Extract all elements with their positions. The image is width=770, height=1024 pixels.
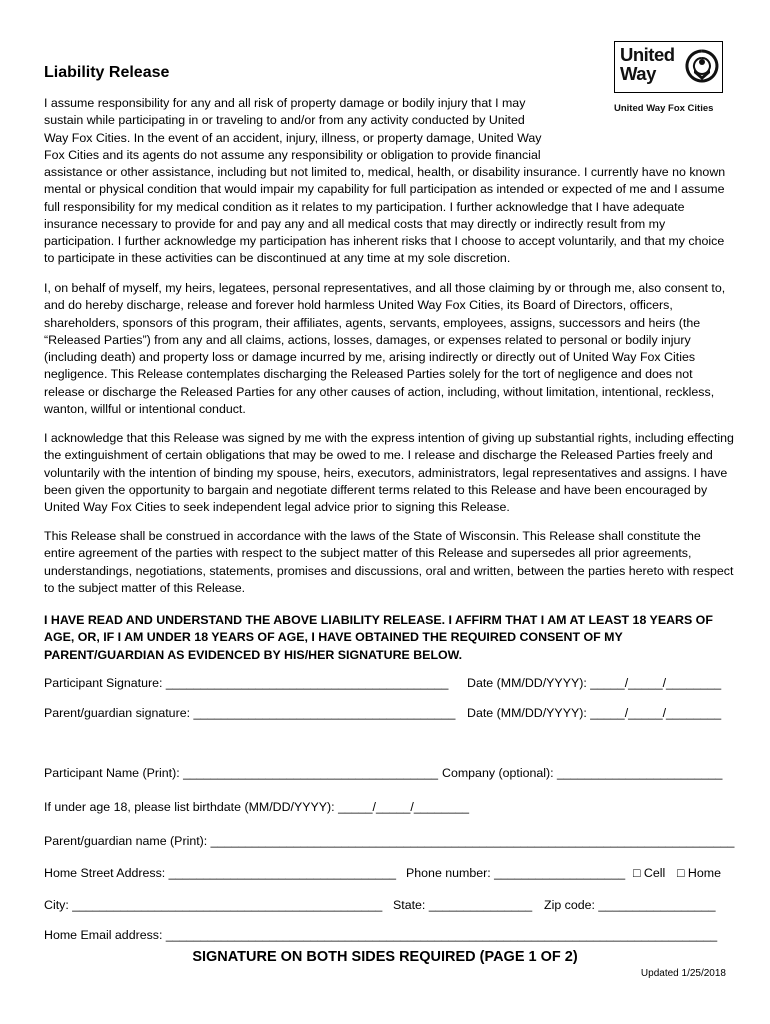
page-title: Liability Release <box>44 64 170 81</box>
home-checkbox[interactable]: □ Home <box>677 866 721 880</box>
email-field[interactable]: Home Email address: ________________________________________________________________________________ <box>44 928 718 942</box>
paragraph-assumption-of-risk-continued: assistance or other assistance, including but not limited to, medical, health, or disability insurance. I currently have no known mental or physical condition that would impair my capability for full participation as intended or expected of me and I assume full responsibility for my medical condition as it relates to my participation. I further acknowledge that I have adequate insurance necessary to provide for and pay any and all medical costs that may directly or indirectly result from my participation. I further acknowledge my participation has inherent risks that I choose to accept voluntarily, and that my choice to participate in these activities can be discontinued at any time at my sole discretion. <box>44 165 726 266</box>
birthdate-field[interactable]: If under age 18, please list birthdate (MM/DD/YYYY): _____/_____/________ <box>44 800 469 814</box>
zip-code-field[interactable]: Zip code: _________________ <box>544 898 716 912</box>
guardian-date-field[interactable]: Date (MM/DD/YYYY): _____/_____/________ <box>467 706 722 720</box>
cell-checkbox[interactable]: □ Cell <box>633 866 666 880</box>
participant-date-field[interactable]: Date (MM/DD/YYYY): _____/_____/________ <box>467 676 722 690</box>
paragraph-assumption-of-risk: I assume responsibility for any and all risk of property damage or bodily injury that I may sustain while participating in or traveling to and/or from any activity conducted by United Way Fox Cities. In the event of an accident, injury, illness, or property damage, United Way Fox Cities and its agents do not assume any responsibility or obligation to provide financial <box>44 96 542 162</box>
logo-caption: United Way Fox Cities <box>614 103 714 114</box>
state-field[interactable]: State: _______________ <box>393 898 533 912</box>
phone-number-field[interactable]: Phone number: ___________________ <box>406 866 626 880</box>
paragraph-governing-law: This Release shall be construed in accordance with the laws of the State of Wisconsin. This Release shall constitute the entire agreement of the parties with respect to the subject matter of this Release and supersedes all prior agreements, understandings, negotiations, statements, promises and discussions, oral and written, between the parties hereto with respect to the subject matter of this Release. <box>44 529 734 595</box>
logo-line-2: Way <box>620 63 656 84</box>
updated-date: Updated 1/25/2018 <box>640 968 726 979</box>
participant-name-field[interactable]: Participant Name (Print): _____________________________________ <box>44 766 439 780</box>
united-way-hand-icon <box>685 48 719 86</box>
united-way-logo <box>614 41 723 93</box>
street-address-field[interactable]: Home Street Address: _________________________________ <box>44 866 397 880</box>
city-field[interactable]: City: _____________________________________________ <box>44 898 383 912</box>
company-field[interactable]: Company (optional): ________________________ <box>442 766 723 780</box>
paragraph-release-of-claims: I, on behalf of myself, my heirs, legatees, personal representatives, and all those claiming by or through me, also consent to, and do hereby discharge, release and forever hold harmless United Way Fox Cities, its Board of Directors, officers, shareholders, sponsors of this program, their affiliates, agents, servants, employees, assigns, successors and heirs (the “Released Parties”) from any and all claims, actions, losses, damages, or expenses related to personal or bodily injury (including death) and property loss or damage incurred by me, arising indirectly or directly out of United Way Fox Cities negligence. This Release contemplates discharging the Released Parties solely for the tort of negligence and does not release or discharge the Released Parties for any other causes of action, including, without limitation, intentional, reckless, wanton, willful or intentional conduct. <box>44 281 726 417</box>
paragraph-acknowledgement: I acknowledge that this Release was signed by me with the express intention of giving up substantial rights, including effecting the extinguishment of certain obligations that may be owed to me. I release and discharge the Released Parties freely and voluntarily with the intention of binding my spouse, heirs, executors, administrators, legal representatives and assigns. I have been given the opportunity to bargain and negotiate different terms related to this Release and have been encouraged by United Way Fox Cities to seek independent legal advice prior to signing this Release. <box>44 431 734 515</box>
logo-line-1: United <box>620 44 675 65</box>
guardian-name-field[interactable]: Parent/guardian name (Print): ____________________________________________________________________________ <box>44 834 735 848</box>
guardian-signature-field[interactable]: Parent/guardian signature: ______________________________________ <box>44 706 456 720</box>
signature-required-notice: SIGNATURE ON BOTH SIDES REQUIRED (PAGE 1 OF 2) <box>192 949 578 965</box>
logo-wordmark <box>620 45 675 83</box>
participant-signature-field[interactable]: Participant Signature: _________________________________________ <box>44 676 449 690</box>
affirmation-statement: I HAVE READ AND UNDERSTAND THE ABOVE LIABILITY RELEASE. I AFFIRM THAT I AM AT LEAST 18 YEARS OF AGE, OR, IF I AM UNDER 18 YEARS OF AGE, I HAVE OBTAINED THE REQUIRED CONSENT OF MY PARENT/GUARDIAN AS EVIDENCED BY HIS/HER SIGNATURE BELOW. <box>44 613 713 662</box>
